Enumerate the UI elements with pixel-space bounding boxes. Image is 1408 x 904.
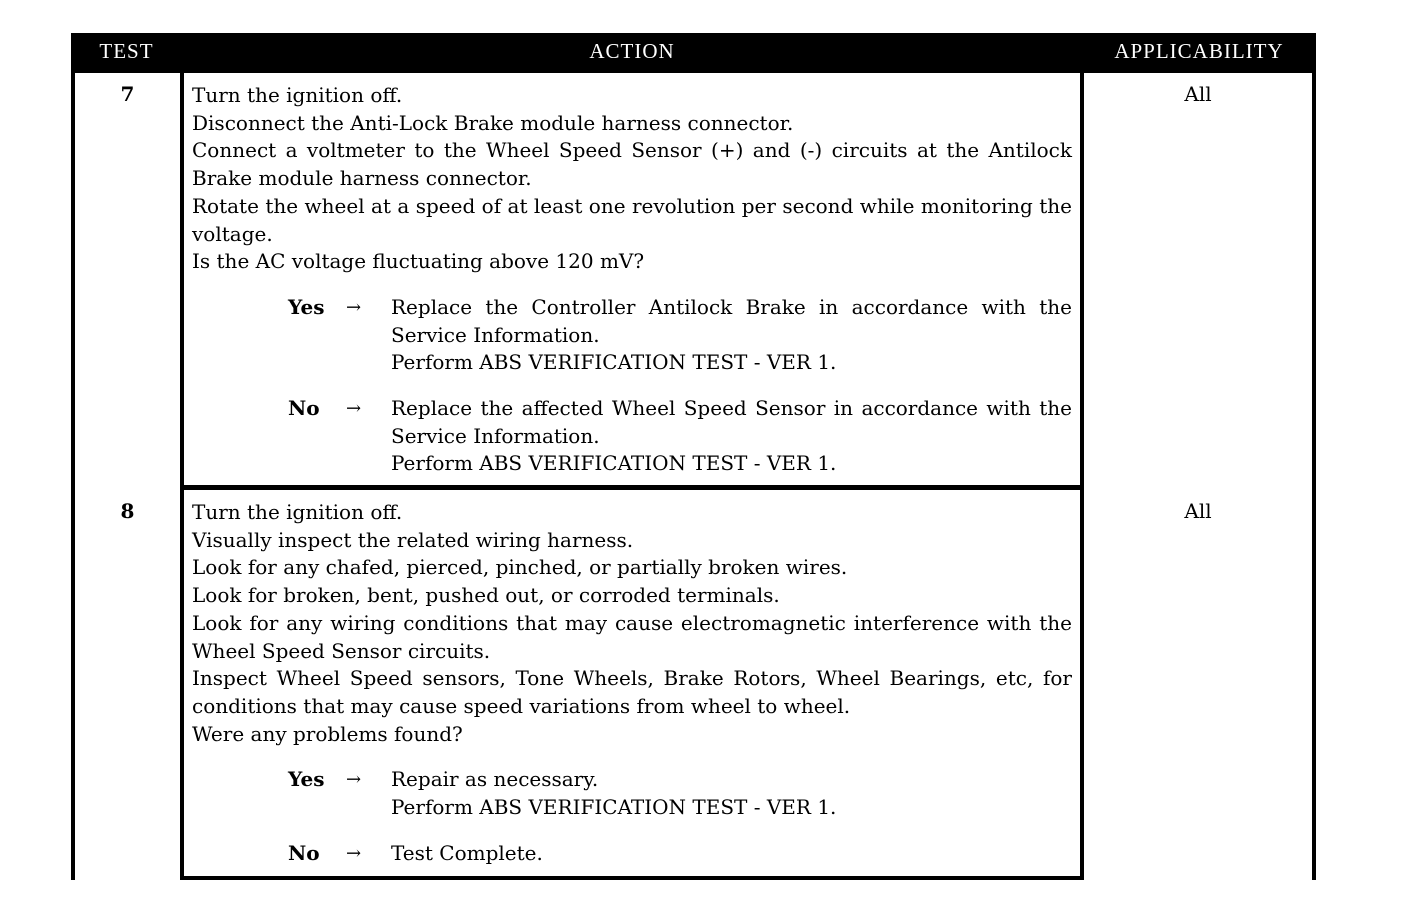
action-step: Look for broken, bent, pushed out, or corroded terminals. xyxy=(192,583,780,608)
response-yes xyxy=(192,766,1072,821)
action-step: Turn the ignition off. xyxy=(192,83,403,107)
header-applicability: APPLICABILITY xyxy=(1114,38,1284,63)
action-step: Turn the ignition off. xyxy=(192,500,403,524)
action-question: Is the AC voltage fluctuating above 120 mV? xyxy=(192,249,645,274)
action-cell xyxy=(184,490,1080,876)
header-action: ACTION xyxy=(589,38,675,63)
arrow-icon: → xyxy=(346,398,362,420)
header-test: TEST xyxy=(99,38,154,63)
diagnostic-table xyxy=(71,33,1316,880)
action-step: Look for any chafed, pierced, pinched, or partially broken wires. xyxy=(192,555,848,580)
test-number: 7 xyxy=(75,73,180,494)
action-step: Visually inspect the related wiring harness. xyxy=(192,527,634,552)
applicability-value: All xyxy=(1084,73,1312,494)
response-label: No xyxy=(288,396,320,421)
response-text: Repair as necessary. xyxy=(391,767,599,792)
response-text: Replace the affected Wheel Speed Sensor in accordance with the Service Information. xyxy=(391,396,1072,448)
arrow-icon: → xyxy=(346,842,362,864)
action-step: Rotate the wheel at a speed of at least one revolution per second while monitoring the voltage. xyxy=(192,193,1072,246)
response-text: Replace the Controller Antilock Brake in accordance with the Service Information. xyxy=(391,294,1072,347)
action-step: Inspect Wheel Speed sensors, Tone Wheels, Brake Rotors, Wheel Bearings, etc, for conditions that may cause speed variations from wheel to wheel. xyxy=(192,666,1072,718)
applicability-value: All xyxy=(1084,490,1312,885)
response-label: No xyxy=(288,840,320,865)
response-no xyxy=(192,395,1072,478)
response-text: Perform ABS VERIFICATION TEST - VER 1. xyxy=(391,451,837,476)
action-cell xyxy=(184,73,1080,485)
action-question: Were any problems found? xyxy=(192,721,463,746)
response-yes xyxy=(192,294,1072,377)
response-text: Perform ABS VERIFICATION TEST - VER 1. xyxy=(391,795,837,820)
response-text: Perform ABS VERIFICATION TEST - VER 1. xyxy=(391,350,837,375)
action-step: Connect a voltmeter to the Wheel Speed Sensor (+) and (-) circuits at the Antilock Brake module harness connector. xyxy=(192,138,1072,191)
arrow-icon: → xyxy=(346,296,362,318)
response-label: Yes xyxy=(288,767,325,792)
response-label: Yes xyxy=(288,294,325,319)
action-step: Disconnect the Anti-Lock Brake module harness connector. xyxy=(192,110,794,135)
response-text: Test Complete. xyxy=(391,840,543,865)
response-no xyxy=(192,840,1072,868)
action-step: Look for any wiring conditions that may cause electromagnetic interference with the Wheel Speed Sensor circuits. xyxy=(192,610,1072,663)
arrow-icon: → xyxy=(346,769,362,791)
test-number: 8 xyxy=(75,490,180,885)
